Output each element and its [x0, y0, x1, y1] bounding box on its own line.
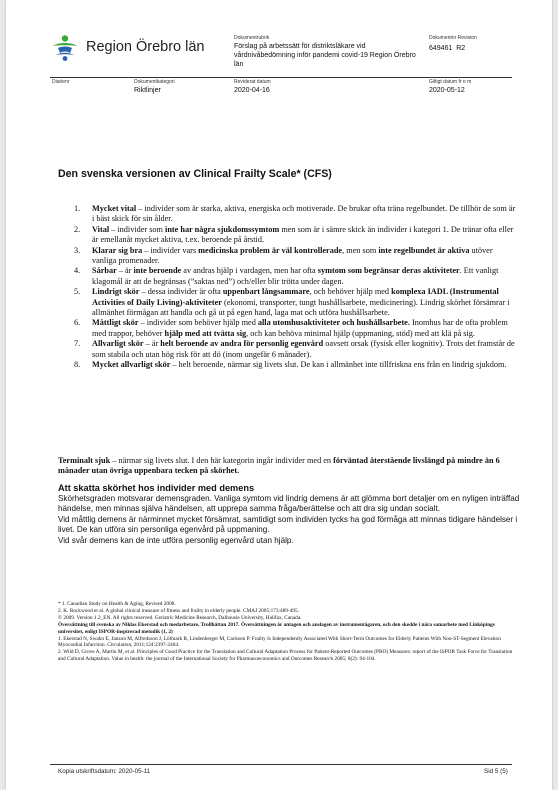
bold-text: Allvarligt skör: [92, 339, 144, 349]
item-number: 8.: [74, 360, 81, 370]
cfs-level-item: [58, 266, 518, 287]
footnote: Översättning till svenska av Niklas Ekerstad och medarbetare, Trollhättan 2017. Översättningen är antagen och anslagen av instrumentägaren, och den skedde i nära samarbete med Linköpings universitet, enligt ISPOR-inspirerad metodik (1, 2): [58, 621, 495, 635]
dementia-section: [58, 494, 520, 546]
bold-text: hjälp med att tvätta sig: [164, 328, 247, 338]
cfs-level-item: [58, 225, 518, 246]
dokumentkategori-value: Riktlinjer: [134, 87, 161, 94]
text-span: – är: [143, 339, 161, 349]
bold-text: alla utomhusaktiviteter och hushållsarbete.: [257, 318, 410, 328]
text-span: , men som: [342, 245, 379, 255]
bold-text: Terminalt sjuk: [58, 456, 111, 465]
page-number: Sid 5 (5): [484, 768, 508, 775]
dementia-heading: Att skatta skörhet hos individer med demens: [58, 483, 255, 493]
print-date: Kopia utskriftsdatum: 2020-05-11: [58, 768, 151, 775]
bold-text: komplexa IADL (Instrumental Activities of Daily Living)-aktiviteter: [92, 287, 499, 307]
bold-text: inte regelbundet är aktiva: [378, 245, 470, 255]
dementia-paragraph: Skörhetsgraden motsvarar demensgraden. Vanliga symtom vid lindrig demens är att glömma bort detaljer om en nyligen inträffad händelse, men minnas själva händelsen, att upprepa samma fråga/berättelse och att dra sig undan socialt.: [58, 494, 520, 514]
text-span: – individer vars: [142, 245, 199, 255]
bold-text: Klarar sig bra: [92, 245, 143, 255]
bold-text: uppenbart långsammare: [222, 287, 310, 297]
footnote: 2. Wild D, Grove A, Martin M, et al. Principles of Good Practice for the Translation and Cultural Adaptation Process for Patient-Reported Outcomes (PRO) Measures: report of the ISPOR Task Force for Translation and Cultural Adaptation. Value in health: the journal of the International Society for Pharmacoeconomics and Outcomes Research 2005; 8(2): 94-104.: [58, 649, 513, 663]
text-span: . Ett vanligt klagomål är att de begränsas (”saktas ned”) och/eller blir trötta under dagen.: [92, 266, 499, 286]
text-span: av andras hjälp i vardagen, men har ofta: [181, 266, 318, 276]
bold-text: symtom som begränsar deras aktiviteter: [317, 266, 460, 276]
dokumentrubrik-label: Dokumentrubrik: [234, 35, 270, 41]
bold-text: Mycket vital: [92, 204, 137, 213]
cfs-level-item: [58, 204, 518, 225]
text-span: men som är i sämre skick än individer i kategori 1. De tränar ofta eller är emellanåt mycket aktiva, t.ex. beroende på årstid.: [92, 224, 514, 245]
item-number: 5.: [74, 287, 81, 297]
text-span: (ekonomi, transporter, tungt hushållsarbete, medicinering). Lindrig skörhet försämrar i allmänhet förmågan att handla och gå ut på egen hand, laga mat och utföra hushållsarbete.: [92, 297, 510, 318]
text-span: – dessa individer är ofta: [139, 287, 223, 297]
cfs-level-item: [58, 339, 518, 360]
dokumentnr-value: 649461 R2: [429, 45, 466, 52]
region-logo-icon: [50, 34, 80, 62]
footnote: 2. K. Rockwood et al. A global clinical measure of fitness and frailty in elderly people. CMAJ 2005;173:489-495.: [58, 607, 299, 614]
footnote: © 2009. Version 1.2_EN. All rights reserved. Geriatric Medicine Research, Dalhousie University, Halifax, Canada.: [58, 614, 302, 621]
text-span: , och behöver hjälp med: [309, 287, 392, 297]
item-number: 1.: [74, 204, 81, 213]
org-name: Region Örebro län: [86, 39, 205, 55]
text-span: , och kan behöva minimal hjälp (uppmaning, stöd) med att klä på sig.: [246, 328, 475, 338]
cfs-level-item: [58, 246, 518, 267]
cfs-level-item: [58, 287, 518, 318]
bold-text: förväntad återstående livslängd på mindre än 6 månader utan övriga uppenbara tecken på skörhet.: [58, 456, 500, 476]
text-span: – individer som: [109, 224, 166, 234]
text-span: utöver vanliga promenader.: [92, 245, 493, 266]
item-number: 3.: [74, 245, 81, 255]
footer-divider: [50, 764, 512, 765]
text-span: – individer som behöver hjälp med: [138, 318, 258, 328]
cfs-scale-list: [58, 204, 518, 371]
bold-text: Lindrigt skör: [92, 287, 140, 297]
region-orebro-logo: [50, 34, 210, 62]
item-number: 4.: [74, 266, 81, 276]
bold-text: inte beroende: [133, 266, 182, 276]
cfs-level-item: [58, 360, 518, 370]
bold-text: medicinska problem är väl kontrollerade: [198, 245, 343, 255]
dokumentkategori-label: Dokumentkategori: [134, 79, 175, 85]
footnotes: [58, 601, 520, 663]
diarienr-label: Diarienr: [52, 79, 70, 85]
dementia-paragraph: Vid måttlig demens är närminnet mycket försämrat, samtidigt som individen tycks ha god förmåga att minnas tidigare händelser i livet. De kan utföra sin personliga egenvård på uppmaning.: [58, 514, 518, 535]
terminal-ill-paragraph: [58, 456, 518, 477]
text-span: – är: [116, 266, 134, 276]
bold-text: Måttligt skör: [92, 318, 139, 328]
text-span: oavsett orsak (fysisk eller kognitiv). Trots det framstår de som stabila och utan hög risk för att dö (inom ungefär 6 månader).: [92, 339, 515, 359]
dokumentnr-label: Dokumentnr Revision: [429, 35, 477, 41]
text-span: – närmar sig livets slut. I den här kategorin ingår individer med en: [110, 456, 334, 465]
cfs-level-item: [58, 318, 518, 339]
item-number: 2.: [74, 224, 81, 234]
bold-text: Mycket allvarligt skör: [92, 360, 171, 370]
bold-text: helt beroende av andra för personlig egenvård: [160, 339, 324, 349]
dokumentrubrik-value: Förslag på arbetssätt för distriktsläkare vid vårdnivåbedömning inför pandemi covid-19 Region Örebro län: [234, 43, 416, 68]
cfs-title: Den svenska versionen av Clinical Frailty Scale* (CFS): [58, 168, 332, 180]
reviderat-label: Reviderat datum: [234, 79, 271, 85]
reviderat-value: 2020-04-16: [234, 87, 270, 94]
document-page: [6, 0, 552, 790]
dementia-paragraph: Vid svår demens kan de inte utföra personlig egenvård utan hjälp.: [58, 535, 294, 545]
giltigt-label: Giltigt datum fr o m: [429, 79, 472, 85]
bold-text: Vital: [92, 224, 110, 234]
bold-text: inte har några sjukdomssymtom: [165, 224, 280, 234]
text-span: – helt beroende, närmar sig livets slut. De kan i allmänhet inte tillfriskna ens från en lindrig sjukdom.: [170, 360, 507, 370]
text-span: Inomhus har de ofta problem med trappor, behöver: [92, 318, 508, 338]
item-number: 7.: [74, 339, 81, 349]
header-divider: [50, 77, 512, 78]
item-number: 6.: [74, 318, 81, 328]
giltigt-value: 2020-05-12: [429, 87, 465, 94]
footnote: 1. Ekerstad N, Swahn E, Janzon M, Alfredsson J, Löfmark R, Lindenberger M, Carlsson P. Frailty Is Independently Associated With Short-Term Outcomes for Elderly Patients With Non-ST-Segment Elevation Myocardial Infarction. Circulation, 2011;124:2397-2404.: [58, 635, 501, 649]
footnote: * 1. Canadian Study on Health & Aging, Revised 2008.: [58, 601, 176, 607]
bold-text: Sårbar: [92, 266, 117, 276]
text-span: – individer som är starka, aktiva, energiska och motiverade. De brukar ofta träna regelbundet. De tillhör de som är i bäst skick för sin ålder.: [92, 204, 516, 224]
